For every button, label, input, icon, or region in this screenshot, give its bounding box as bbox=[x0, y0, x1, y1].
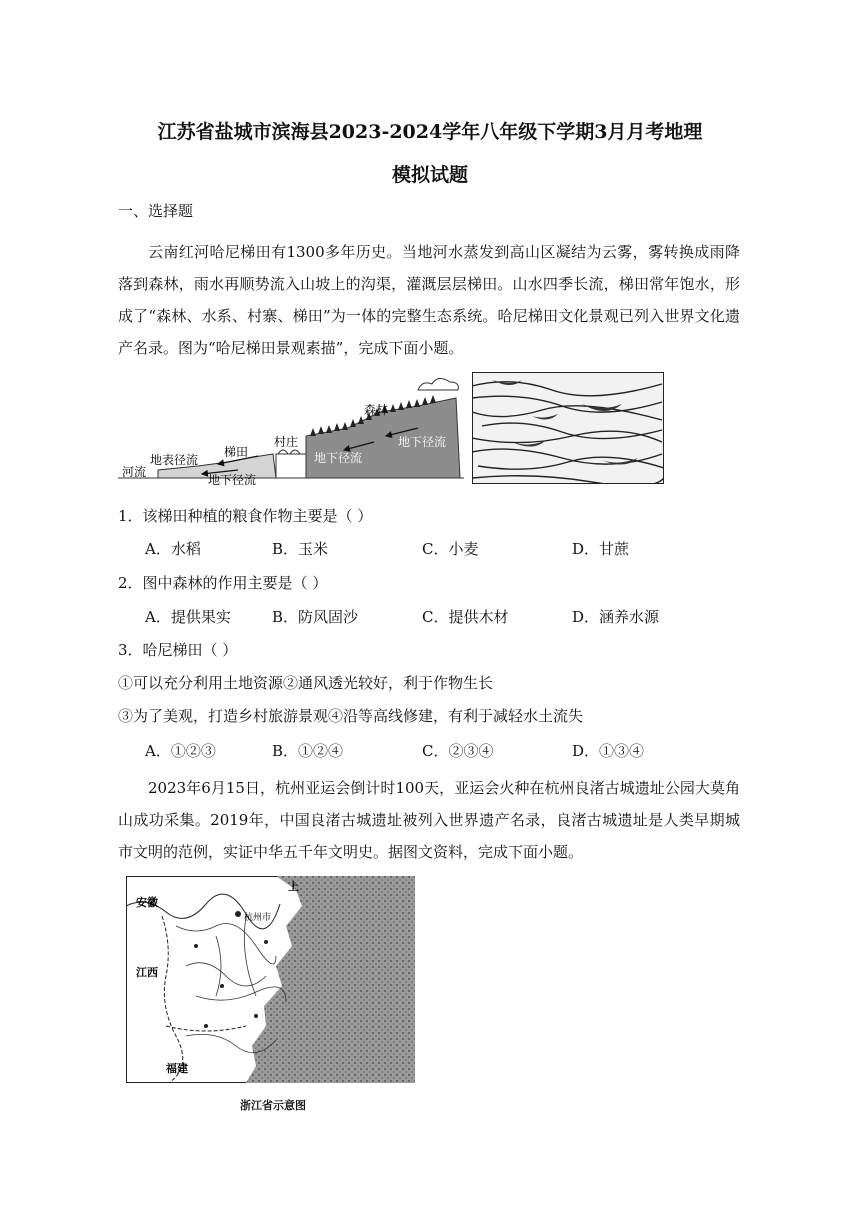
map-label-shanghai: 上 bbox=[288, 880, 299, 893]
map-label-fujian: 福建 bbox=[166, 1062, 188, 1075]
terrace-sketch-figure bbox=[118, 368, 464, 486]
q1-option-d[interactable]: D．甘蔗 bbox=[572, 540, 630, 558]
label-underground-2: 地下径流 bbox=[314, 451, 363, 465]
q3-statement-2: ③为了美观，打造乡村旅游景观④沿等高线修建，有利于减轻水土流失 bbox=[118, 707, 584, 725]
q1-option-b[interactable]: B．玉米 bbox=[272, 540, 329, 558]
q3-stem: 3．哈尼梯田（ ） bbox=[118, 641, 238, 659]
doc-title-line1: 江苏省盐城市滨海县2023-2024学年八年级下学期3月月考地理 bbox=[157, 121, 703, 143]
q2-option-b[interactable]: B．防风固沙 bbox=[272, 608, 359, 626]
q3-option-d[interactable]: D．①③④ bbox=[572, 742, 645, 760]
label-terrace: 梯田 bbox=[224, 445, 249, 459]
label-forest: 森林 bbox=[364, 403, 389, 417]
doc-title-line2: 模拟试题 bbox=[391, 164, 468, 186]
label-village: 村庄 bbox=[274, 435, 299, 449]
label-surface-runoff: 地表径流 bbox=[150, 453, 199, 467]
map-label-hangzhou: 杭州市 bbox=[244, 913, 272, 923]
map-label-anhui: 安徽 bbox=[136, 896, 158, 909]
q2-option-c[interactable]: C．提供木材 bbox=[422, 608, 509, 626]
terrace-photo-sketch bbox=[472, 372, 664, 484]
q1-stem: 1．该梯田种植的粮食作物主要是（ ） bbox=[118, 507, 373, 525]
q1-option-c[interactable]: C．小麦 bbox=[422, 540, 479, 558]
label-underground-1: 地下径流 bbox=[208, 473, 257, 486]
section-heading: 一、选择题 bbox=[118, 202, 194, 220]
label-underground-3: 地下径流 bbox=[398, 435, 447, 449]
q2-stem: 2．图中森林的作用主要是（ ） bbox=[118, 574, 328, 592]
q2-option-d[interactable]: D．涵养水源 bbox=[572, 608, 660, 626]
map-label-jiangxi: 江西 bbox=[136, 966, 158, 979]
q1-option-a[interactable]: A．水稻 bbox=[145, 540, 201, 558]
q3-option-c[interactable]: C．②③④ bbox=[422, 742, 494, 760]
q2-option-a[interactable]: A．提供果实 bbox=[145, 608, 231, 626]
cloud-icon bbox=[418, 378, 458, 390]
map-caption: 浙江省示意图 bbox=[240, 1099, 306, 1112]
label-river: 河流 bbox=[122, 465, 147, 479]
passage-1: 云南红河哈尼梯田有1300多年历史。当地河水蒸发到高山区凝结为云雾，雾转换成雨降落到森林，雨水再顺势流入山坡上的沟渠，灌溉层层梯田。山水四季长流，梯田常年饱水，形成了“森林、水系、村寨、梯田”为一体的完整生态系统。哈尼梯田文化景观已列入世界文化遗产名录。图为“哈尼梯田景观素描”，完成下面小题。 bbox=[118, 243, 740, 357]
q3-option-b[interactable]: B．①②④ bbox=[272, 742, 344, 760]
q3-statement-1: ①可以充分利用土地资源②通风透光较好，利于作物生长 bbox=[118, 674, 494, 692]
passage-2: 2023年6月15日，杭州亚运会倒计时100天，亚运会火种在杭州良渚古城遗址公园大莫角山成功采集。2019年，中国良渚古城遗址被列入世界遗产名录，良渚古城遗址是人类早期城市文明的范例，实证中华五千年文明史。据图文资料，完成下面小题。 bbox=[118, 779, 740, 861]
q3-option-a[interactable]: A．①②③ bbox=[145, 742, 216, 760]
zhejiang-map bbox=[126, 876, 416, 1084]
